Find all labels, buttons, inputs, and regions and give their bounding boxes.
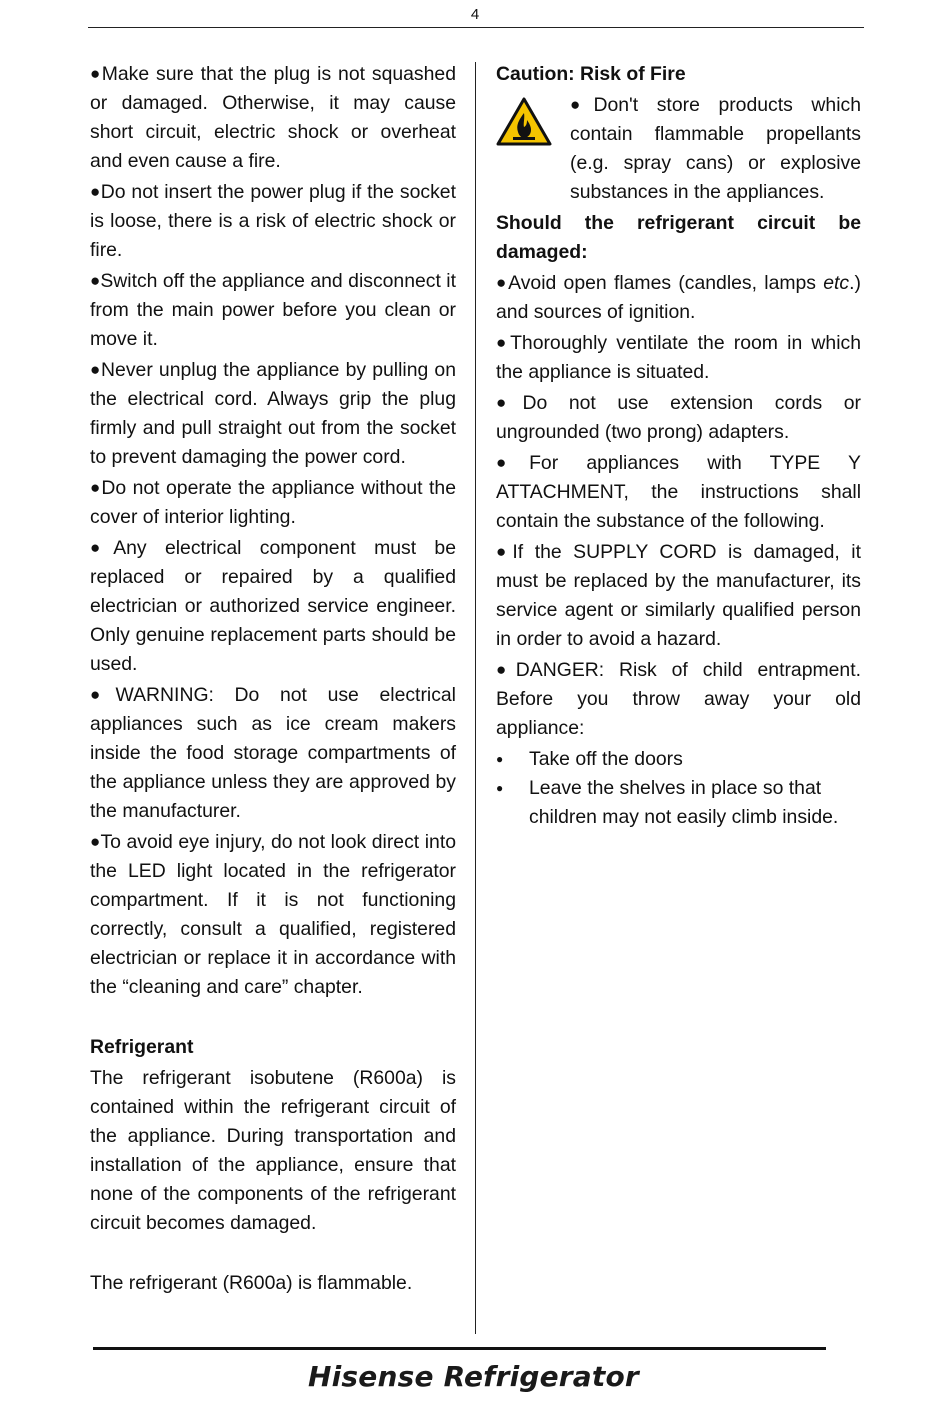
bullet-electrical-component: ●Any electrical component must be replaced or repaired by a qualified electrician or authorized service engineer. Only genuine replacement parts should be used. <box>90 537 456 675</box>
bullet-icon: ● <box>90 182 101 201</box>
fire-warning-block <box>496 91 861 207</box>
flammable-warning-icon <box>496 97 552 147</box>
list-item: ● Leave the shelves in place so that children may not easily climb inside. <box>496 774 861 832</box>
bullet-extension-cords: ●Do not use extension cords or ungrounded (two prong) adapters. <box>496 392 861 443</box>
spacer <box>90 1240 456 1269</box>
bullet-child-entrapment: ●DANGER: Risk of child entrapment. Before you throw away your old appliance: <box>496 659 861 739</box>
disposal-steps-list <box>496 745 861 832</box>
bullet-icon: ● <box>90 538 114 557</box>
spacer <box>90 1004 456 1033</box>
header-rule <box>88 27 864 28</box>
bullet-unplug: ●Never unplug the appliance by pulling on the electrical cord. Always grip the plug firmly and pull straight out from the socket to prevent damaging the power cord. <box>90 359 456 468</box>
bullet-interior-lighting: ●Do not operate the appliance without the cover of interior lighting. <box>90 477 456 528</box>
bullet-switch-off: ●Switch off the appliance and disconnect it from the main power before you clean or move it. <box>90 270 456 350</box>
bullet-icon: ● <box>496 453 530 472</box>
bullet-open-flames: ●Avoid open flames (candles, lamps etc.) and sources of ignition. <box>496 272 861 323</box>
bullet-warning-appliances: ●WARNING: Do not use electrical appliances such as ice cream makers inside the food storage compartments of the appliance unless they are approved by the manufacturer. <box>90 684 456 822</box>
bullet-flammable-propellants: ●Don't store products which contain flammable propellants (e.g. spray cans) or explosive substances in the appliances. <box>570 94 861 203</box>
page-number: 4 <box>470 6 480 23</box>
left-column <box>90 60 456 1300</box>
bullet-icon: ● <box>90 360 102 379</box>
list-item: ● Take off the doors <box>496 745 861 774</box>
right-column <box>496 60 861 832</box>
bullet-icon: ● <box>496 273 509 292</box>
bullet-led-eye-injury: ●To avoid eye injury, do not look direct into the LED light located in the refrigerator compartment. If it is not functioning correctly, consult a qualified, registered electrician or replace it in accordance with the “cleaning and care” chapter. <box>90 831 456 998</box>
column-divider <box>475 62 476 1334</box>
bullet-loose-socket: ●Do not insert the power plug if the socket is loose, there is a risk of electric shock or fire. <box>90 181 456 261</box>
bullet-icon: ● <box>496 542 513 561</box>
bullet-icon: ● <box>90 685 116 704</box>
footer-rule <box>93 1347 826 1350</box>
bullet-icon: ● <box>570 95 594 114</box>
bullet-plug-damage: ●Make sure that the plug is not squashed or damaged. Otherwise, it may cause short circuit, electric shock or overheat and even cause a fire. <box>90 63 456 172</box>
bullet-icon: ● <box>90 478 102 497</box>
sub-bullet-icon: ● <box>496 781 504 795</box>
bullet-type-y-attachment: ●For appliances with TYPE Y ATTACHMENT, the instructions shall contain the substance of the following. <box>496 452 861 532</box>
bullet-icon: ● <box>90 271 101 290</box>
bullet-icon: ● <box>496 660 516 679</box>
bullet-icon: ● <box>496 333 511 352</box>
bullet-ventilate: ●Thoroughly ventilate the room in which the appliance is situated. <box>496 332 861 383</box>
refrigerant-heading: Refrigerant <box>90 1036 194 1058</box>
bullet-icon: ● <box>496 393 523 412</box>
caution-heading: Caution: Risk of Fire <box>496 63 686 85</box>
brand-footer: Hisense Refrigerator <box>308 1360 639 1393</box>
damaged-circuit-heading: Should the refrigerant circuit be damaged: <box>496 212 861 263</box>
refrigerant-text: The refrigerant isobutene (R600a) is contained within the refrigerant circuit of the appliance. During transportation and installation of the appliance, ensure that none of the components of the refrigerant circuit becomes damaged. <box>90 1067 456 1234</box>
bullet-icon: ● <box>90 64 102 83</box>
sub-bullet-icon: ● <box>496 752 504 766</box>
refrigerant-flammable-text: The refrigerant (R600a) is flammable. <box>90 1272 413 1294</box>
bullet-icon: ● <box>90 832 101 851</box>
bullet-supply-cord: ●If the SUPPLY CORD is damaged, it must be replaced by the manufacturer, its service agent or similarly qualified person in order to avoid a hazard. <box>496 541 861 650</box>
